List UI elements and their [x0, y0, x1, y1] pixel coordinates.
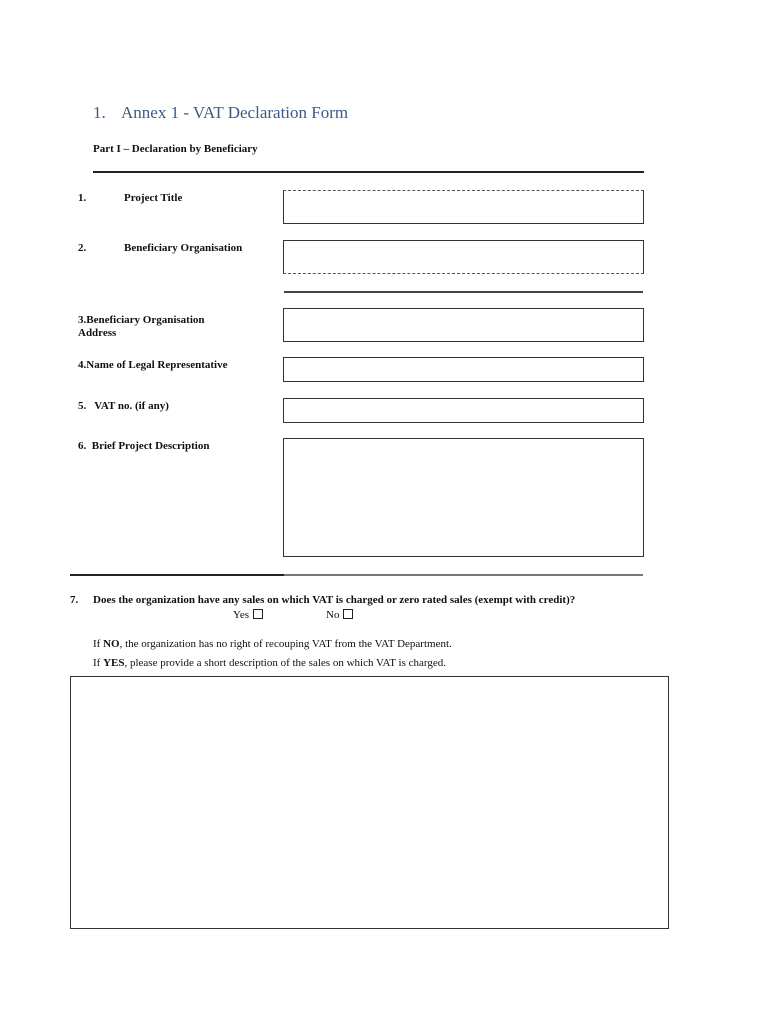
- top-divider: [93, 171, 644, 173]
- form-title: [93, 103, 348, 123]
- beneficiary-organisation-label: 2. Beneficiary Organisation: [78, 242, 243, 254]
- if-no-note: If NO, the organization has no right of recouping VAT from the VAT Department.: [93, 638, 452, 650]
- organisation-address-input[interactable]: [283, 308, 644, 342]
- sales-description-input[interactable]: [70, 676, 669, 929]
- vat-number-label: 5. VAT no. (if any): [78, 400, 169, 412]
- project-description-input[interactable]: [283, 438, 644, 557]
- organisation-address-label: 3.Beneficiary Organisation Address: [78, 314, 205, 339]
- project-title-label: 1. Project Title: [78, 192, 183, 204]
- no-checkbox[interactable]: [343, 609, 353, 619]
- title-text: Annex 1 - VAT Declaration Form: [121, 103, 349, 122]
- yes-option[interactable]: Yes: [233, 609, 263, 621]
- vat-number-input[interactable]: [283, 398, 644, 423]
- no-option[interactable]: No: [326, 609, 353, 621]
- bottom-divider-left: [70, 574, 284, 576]
- legal-representative-label: 4.Name of Legal Representative: [78, 359, 228, 371]
- beneficiary-organisation-input[interactable]: [283, 240, 644, 274]
- legal-representative-input[interactable]: [283, 357, 644, 382]
- project-description-label: 6. Brief Project Description: [78, 440, 210, 452]
- bottom-divider-right: [284, 574, 643, 576]
- project-title-input[interactable]: [283, 190, 644, 224]
- question-7: 7. Does the organization have any sales on which VAT is charged or zero rated sales (exempt with credit)?: [70, 594, 576, 606]
- part-heading: Part I – Declaration by Beneficiary: [93, 143, 258, 155]
- if-yes-note: If YES, please provide a short description of the sales on which VAT is charged.: [93, 657, 446, 669]
- title-number: 1.: [93, 103, 106, 122]
- mid-divider: [284, 291, 643, 293]
- yes-checkbox[interactable]: [253, 609, 263, 619]
